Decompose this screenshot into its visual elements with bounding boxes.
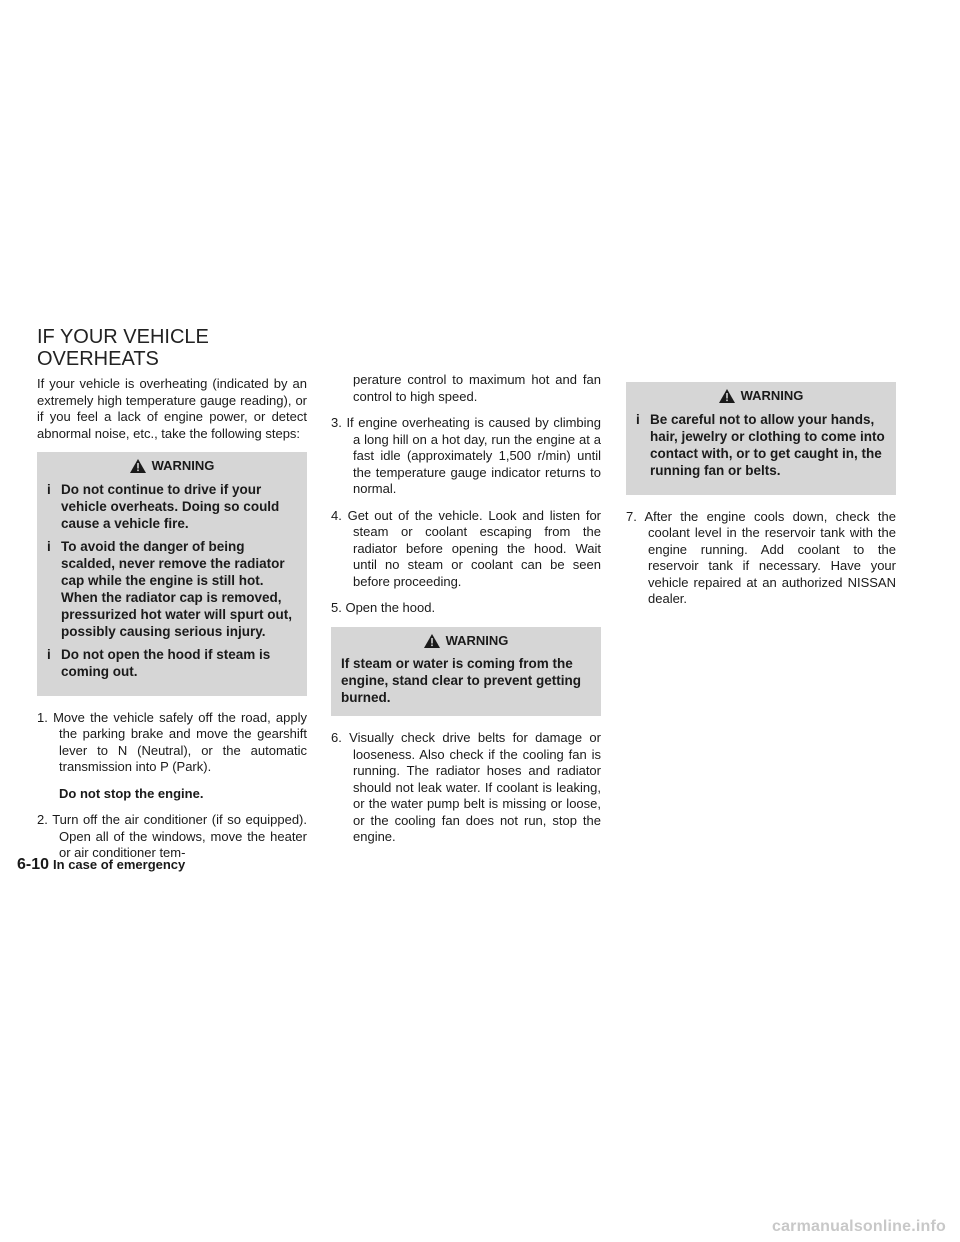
step-2-continued: perature control to maximum hot and fan control to high speed. — [353, 372, 601, 404]
step-2: 2. Turn off the air conditioner (if so equipped). Open all of the windows, move the heater or air conditioner tem- — [37, 812, 307, 860]
step-3: 3. If engine overheating is caused by climbing a long hill on a hot day, run the engine at a fast idle (approximately 1,500 r/min) until the temperature gauge indicator returns to normal. — [331, 415, 601, 496]
warning-label: WARNING — [151, 458, 215, 473]
bullet-icon: i — [636, 411, 640, 427]
step-6: 6. Visually check drive belts for damage or looseness. Also check if the cooling fan is running. The radiator hoses and radiator should not leak water. If coolant is leaking, or the water pump belt is missing or loose, or the cooling fan does not run, stop the engine. — [331, 730, 601, 844]
warning-box-2 — [331, 627, 601, 717]
warning-header — [341, 633, 591, 650]
step-7: 7. After the engine cools down, check the coolant level in the reservoir tank with the engine running. Add coolant to the reservoir tank if necessary. Have your vehicle repaired at an authorized NISSAN dealer. — [626, 508, 896, 606]
warning-triangle-icon — [130, 459, 146, 473]
page-footer — [17, 856, 185, 874]
warning-header — [636, 388, 886, 405]
step-1: 1. Move the vehicle safely off the road, apply the parking brake and move the gearshift lever to N (Neutral), or the automatic transmission into P (Park). — [37, 709, 307, 774]
step-5: 5. Open the hood. — [331, 600, 436, 615]
warning-triangle-icon — [424, 634, 440, 648]
warning-item-text: Be careful not to allow your hands, hair, jewelry or clothing to come into contact with, or to get caught in, the running fan or belts. — [650, 411, 885, 478]
warning-item — [47, 481, 297, 532]
bullet-icon: i — [47, 538, 51, 554]
warning-label: WARNING — [740, 388, 804, 403]
column-2 — [331, 372, 601, 856]
warning-item — [47, 646, 297, 680]
watermark-text: carmanualsonline.info — [771, 1218, 946, 1235]
column-3 — [626, 382, 896, 618]
step-1-note: Do not stop the engine. — [59, 785, 204, 801]
warning-text: If steam or water is coming from the engine, stand clear to prevent getting burned. — [341, 656, 582, 705]
warning-triangle-icon — [719, 389, 735, 403]
section-name: In case of emergency — [53, 857, 186, 872]
warning-item — [47, 538, 297, 640]
page-number: 6-10 — [17, 856, 50, 873]
bullet-icon: i — [47, 481, 51, 497]
page-title — [37, 326, 209, 370]
intro-paragraph: If your vehicle is overheating (indicated by an extremely high temperature gauge reading), or if you feel a lack of engine power, or detect abnormal noise, etc., take the following steps: — [37, 376, 307, 441]
bullet-icon: i — [47, 646, 51, 662]
warning-item — [636, 411, 886, 479]
warning-item-text: To avoid the danger of being scalded, never remove the radiator cap while the engine is still hot. When the radiator cap is removed, pressurized hot water will spurt out, possibly causing serious injury. — [61, 538, 293, 639]
step-4: 4. Get out of the vehicle. Look and listen for steam or coolant escaping from the radiator before opening the hood. Wait until no steam or coolant can be seen before proceeding. — [331, 507, 601, 589]
warning-item-text: Do not open the hood if steam is coming out. — [61, 646, 271, 679]
column-1 — [37, 376, 307, 872]
warning-item-text: Do not continue to drive if your vehicle overheats. Doing so could cause a vehicle fire. — [61, 481, 280, 531]
page-title-line-2: OVERHEATS — [37, 348, 159, 370]
warning-label: WARNING — [445, 632, 509, 648]
warning-header — [47, 458, 297, 475]
page-title-line-1: IF YOUR VEHICLE — [37, 326, 209, 348]
warning-box-3 — [626, 382, 896, 495]
warning-box-1 — [37, 452, 307, 696]
